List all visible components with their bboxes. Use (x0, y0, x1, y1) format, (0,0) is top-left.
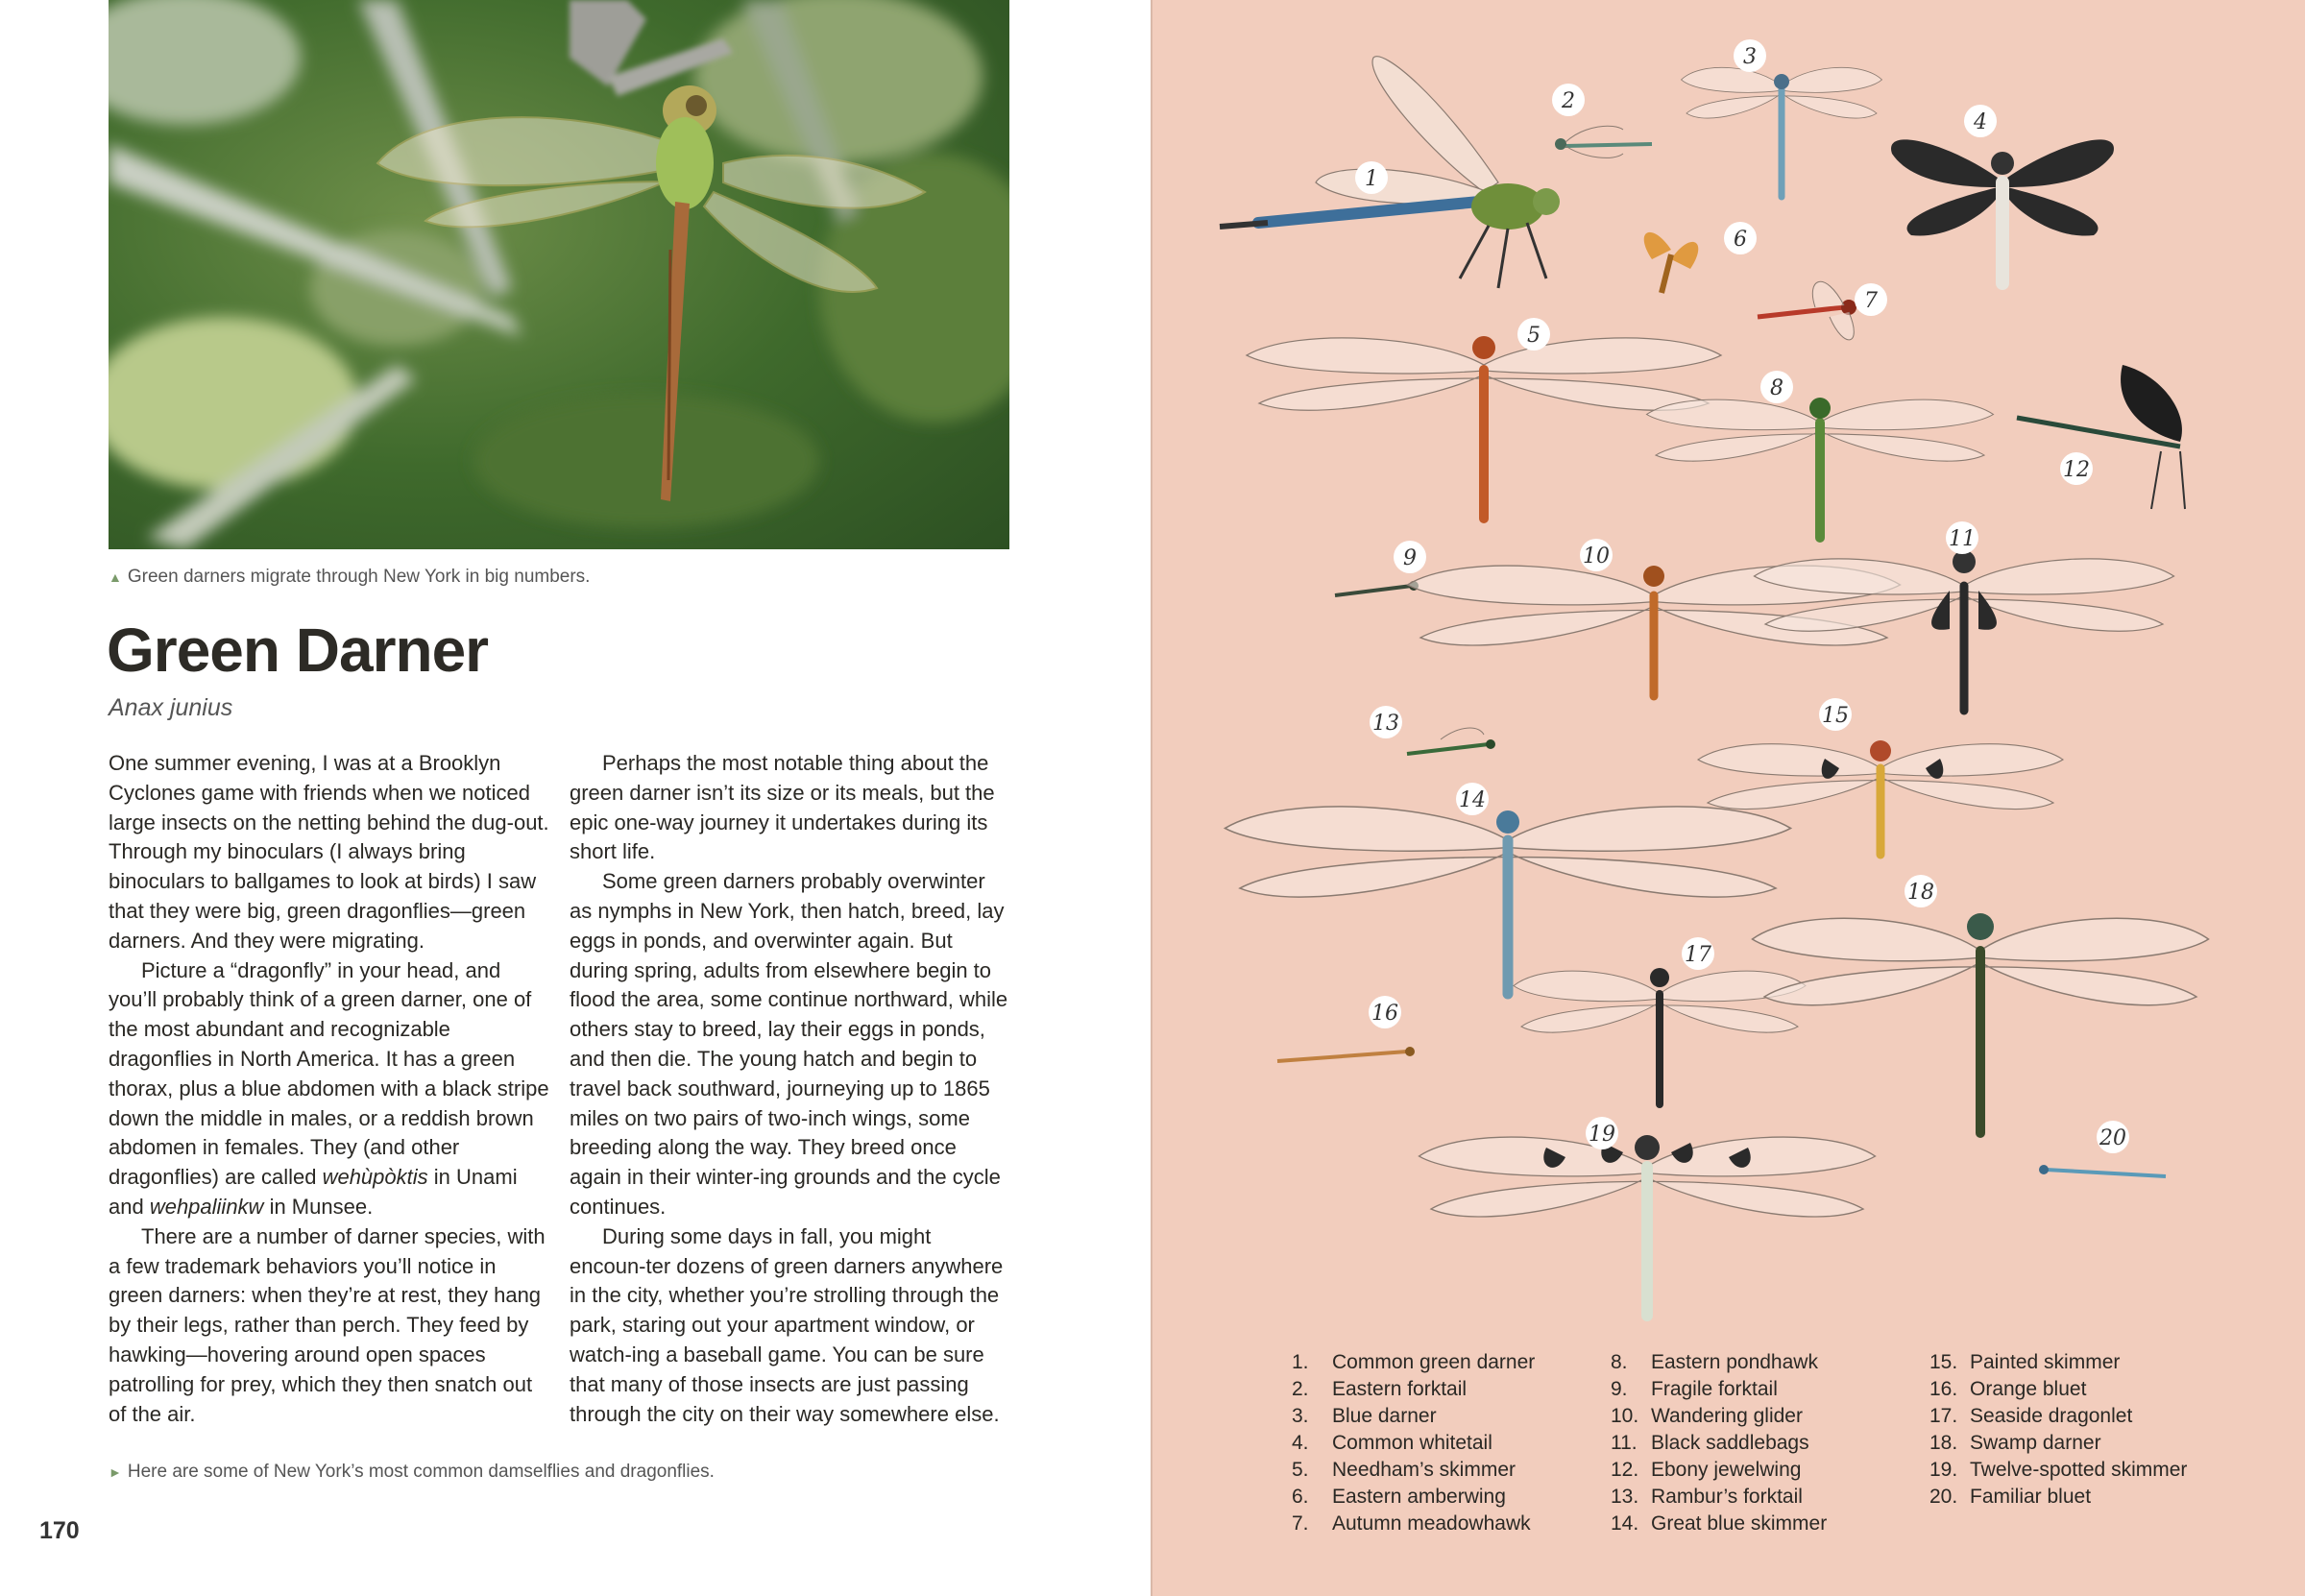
badge-number: 15 (1822, 704, 1849, 728)
plate-number-badge (1724, 222, 1757, 254)
photo-caption (109, 567, 590, 588)
badge-number: 5 (1527, 324, 1541, 348)
legend-column-1 (1292, 1349, 1599, 1537)
legend-column-3 (1929, 1349, 2237, 1511)
badge-number: 4 (1974, 110, 1987, 134)
legend-item (1929, 1349, 2237, 1376)
legend-species-name: Painted skimmer (1970, 1351, 2121, 1373)
legend-species-name: Eastern forktail (1332, 1378, 1468, 1400)
plate-number-badge (1456, 783, 1489, 815)
legend-number: 20. (1929, 1486, 1958, 1508)
plate-caption-text: Here are some of New York’s most common damselflies and dragonflies. (127, 1462, 715, 1482)
legend-item (1292, 1349, 1599, 1376)
plate-number-badge (1734, 39, 1766, 72)
legend-item (1611, 1457, 1918, 1484)
plate-number-badge (1580, 539, 1613, 571)
plate-number-badge (1760, 371, 1793, 403)
legend-number: 7. (1292, 1512, 1309, 1535)
badge-number: 17 (1685, 943, 1711, 967)
legend-item (1611, 1430, 1918, 1457)
legend-item (1292, 1430, 1599, 1457)
legend-number: 1. (1292, 1351, 1309, 1373)
dragonfly-illustration-4 (1891, 139, 2114, 283)
legend-number: 10. (1611, 1405, 1639, 1427)
legend-species-name: Wandering glider (1651, 1405, 1803, 1427)
dragonfly-illustration-13 (1407, 728, 1495, 754)
paragraph-text: One summer evening, I was at a Brooklyn Cyclones game with friends when we noticed large insects on the netting behind the dug-out. Through my binoculars (I always bring binoculars to ballgames to look at birds) I saw that they were big, green dragonflies—green darners. And they were migrating. (109, 751, 549, 953)
plate-number-badge (1355, 161, 1388, 194)
paragraph-text: in Munsee. (263, 1194, 374, 1219)
plate-number-badge (1394, 541, 1426, 573)
badge-number: 19 (1589, 1123, 1615, 1147)
legend-species-name: Common whitetail (1332, 1432, 1492, 1454)
legend-species-name: Orange bluet (1970, 1378, 2087, 1400)
badge-number: 7 (1864, 289, 1878, 313)
legend-item (1292, 1403, 1599, 1430)
plate-number-badge (2097, 1121, 2129, 1153)
dragonfly-illustration-7 (1758, 281, 1856, 340)
right-page (1152, 0, 2305, 1596)
species-legend (1292, 1349, 2252, 1560)
legend-number: 13. (1611, 1486, 1639, 1508)
legend-item (1292, 1484, 1599, 1511)
legend-species-name: Rambur’s forktail (1651, 1486, 1803, 1508)
dragonfly-illustration-19 (1419, 1135, 1876, 1316)
latin-name: Anax junius (109, 694, 233, 721)
dragonfly-illustration-20 (2039, 1165, 2166, 1176)
italic-term: wehpaliinkw (149, 1194, 264, 1219)
legend-species-name: Great blue skimmer (1651, 1512, 1828, 1535)
legend-number: 17. (1929, 1405, 1958, 1427)
legend-species-name: Swamp darner (1970, 1432, 2101, 1454)
legend-number: 16. (1929, 1378, 1958, 1400)
legend-species-name: Familiar bluet (1970, 1486, 2092, 1508)
plate-number-badge (1682, 937, 1714, 970)
dragonfly-illustration-6 (1644, 232, 1699, 293)
legend-item (1611, 1376, 1918, 1403)
plate-number-badge (1517, 318, 1550, 351)
paragraph-text: During some days in fall, you might encoun-ter dozens of green darners anywhere in the city, whether you’re strolling through the park, staring out your apartment window, or watch-ing a baseball game. You can be sure that many of those insects are just passing through the city on their way somewhere else. (570, 1223, 1004, 1426)
badge-number: 13 (1372, 712, 1399, 736)
badge-number: 20 (2099, 1126, 2126, 1150)
dragonfly-illustration-8 (1647, 398, 1994, 538)
plate-number-badge (1855, 283, 1887, 316)
badge-number: 12 (2063, 458, 2090, 482)
caption-arrow-icon: ► (109, 1464, 122, 1480)
legend-number: 2. (1292, 1378, 1309, 1400)
dragonfly-illustration-plate (1152, 0, 2305, 1344)
dragonfly-illustration-1 (1220, 57, 1560, 288)
plate-number-badge (1819, 698, 1852, 731)
body-column-2 (570, 749, 1011, 1429)
green-darner-photo (109, 0, 1009, 549)
body-paragraph (570, 867, 1011, 1222)
badge-number: 16 (1371, 1002, 1398, 1026)
legend-species-name: Twelve-spotted skimmer (1970, 1459, 2188, 1481)
plate-number-badge (1905, 875, 1937, 907)
dragonfly-illustration-17 (1514, 968, 1806, 1104)
photo-caption-text: Green darners migrate through New York in big numbers. (127, 567, 591, 587)
legend-item (1929, 1376, 2237, 1403)
badge-number: 14 (1459, 788, 1486, 812)
page-number: 170 (39, 1517, 80, 1544)
badge-number: 1 (1365, 167, 1378, 191)
dragonfly-illustration-9 (1335, 581, 1419, 595)
body-paragraph (570, 749, 1011, 867)
paragraph-text: in Unami and (109, 1165, 518, 1219)
legend-number: 5. (1292, 1459, 1309, 1481)
plate-number-badge (2060, 452, 2093, 485)
legend-item (1611, 1349, 1918, 1376)
badge-number: 11 (1949, 527, 1976, 551)
legend-number: 15. (1929, 1351, 1958, 1373)
legend-item (1611, 1511, 1918, 1537)
legend-number: 6. (1292, 1486, 1309, 1508)
legend-item (1929, 1457, 2237, 1484)
plate-number-badge (1369, 996, 1401, 1028)
legend-item (1611, 1484, 1918, 1511)
dragonfly-illustration-16 (1277, 1047, 1415, 1061)
legend-number: 19. (1929, 1459, 1958, 1481)
badge-number: 18 (1907, 881, 1934, 905)
legend-item (1292, 1376, 1599, 1403)
body-paragraph (109, 956, 550, 1222)
legend-species-name: Ebony jewelwing (1651, 1459, 1802, 1481)
plate-number-badge (1552, 84, 1585, 116)
legend-species-name: Blue darner (1332, 1405, 1437, 1427)
left-page (0, 0, 1152, 1596)
plate-number-badge (1964, 105, 1997, 137)
paragraph-text: There are a number of darner species, with a few trademark behaviors you’ll notice in green darners: when they’re at rest, they hang by their legs, rather than perch. They feed by hawking—hovering around open spaces patrolling for prey, which they then snatch out of the air. (109, 1223, 546, 1426)
badge-number: 9 (1403, 546, 1417, 570)
badge-number: 8 (1770, 376, 1783, 400)
dragonfly-illustration-18 (1753, 913, 2209, 1133)
badge-number: 10 (1583, 544, 1610, 568)
legend-number: 4. (1292, 1432, 1309, 1454)
dragonfly-illustration-5 (1247, 336, 1721, 519)
body-paragraph (109, 1222, 550, 1430)
legend-column-2 (1611, 1349, 1918, 1537)
paragraph-text: Picture a “dragonfly” in your head, and you’ll probably think of a green darner, one of the most abundant and recognizable dragonflies in North America. It has a green thorax, plus a blue abdomen with a black stripe down the middle in males, or a reddish brown abdomen in females. They (and other dragonflies) are called (109, 957, 549, 1190)
legend-number: 8. (1611, 1351, 1628, 1373)
legend-number: 11. (1611, 1432, 1638, 1454)
badge-number: 3 (1743, 45, 1757, 69)
page-gutter (1151, 0, 1152, 1596)
dragonfly-illustration-12 (2017, 365, 2185, 509)
plate-number-badge (1586, 1117, 1618, 1149)
legend-species-name: Fragile forktail (1651, 1378, 1778, 1400)
body-paragraph (570, 1222, 1011, 1430)
plate-number-badge (1370, 706, 1402, 738)
legend-species-name: Common green darner (1332, 1351, 1536, 1373)
caption-arrow-icon: ▲ (109, 569, 122, 585)
legend-species-name: Needham’s skimmer (1332, 1459, 1516, 1481)
legend-item (1292, 1457, 1599, 1484)
dragonfly-illustration-11 (1755, 550, 2174, 711)
legend-species-name: Eastern pondhawk (1651, 1351, 1818, 1373)
paragraph-text: Some green darners probably overwinter as nymphs in New York, then hatch, breed, lay eggs in ponds, and overwinter again. But during spring, adults from elsewhere begin to flood the area, some continue northward, while others stay to breed, lay their eggs in ponds, and then die. The young hatch and begin to travel back southward, journeying up to 1865 miles on two pairs of two-inch wings, some breeding along the way. They breed once again in their winter-ing grounds and the cycle continues. (570, 869, 1008, 1219)
body-column-1 (109, 749, 550, 1429)
legend-number: 3. (1292, 1405, 1309, 1427)
legend-species-name: Seaside dragonlet (1970, 1405, 2133, 1427)
italic-term: wehùpòktis (322, 1165, 428, 1190)
legend-item (1292, 1511, 1599, 1537)
legend-species-name: Black saddlebags (1651, 1432, 1809, 1454)
page-title: Green Darner (107, 616, 489, 685)
legend-species-name: Autumn meadowhawk (1332, 1512, 1531, 1535)
plate-caption (109, 1462, 715, 1483)
legend-number: 18. (1929, 1432, 1958, 1454)
legend-item (1929, 1430, 2237, 1457)
legend-number: 12. (1611, 1459, 1639, 1481)
legend-species-name: Eastern amberwing (1332, 1486, 1506, 1508)
badge-number: 6 (1734, 228, 1747, 252)
paragraph-text: Perhaps the most notable thing about the green darner isn’t its size or its meals, but the epic one-way journey it undertakes during its short life. (570, 751, 995, 864)
body-paragraph (109, 749, 550, 956)
legend-number: 14. (1611, 1512, 1639, 1535)
plate-number-badge (1946, 521, 1978, 554)
legend-item (1611, 1403, 1918, 1430)
dragonfly-illustration-2 (1555, 126, 1652, 157)
legend-item (1929, 1403, 2237, 1430)
badge-number: 2 (1562, 89, 1575, 113)
dragonfly-illustration-3 (1682, 67, 1882, 197)
legend-item (1929, 1484, 2237, 1511)
legend-number: 9. (1611, 1378, 1628, 1400)
